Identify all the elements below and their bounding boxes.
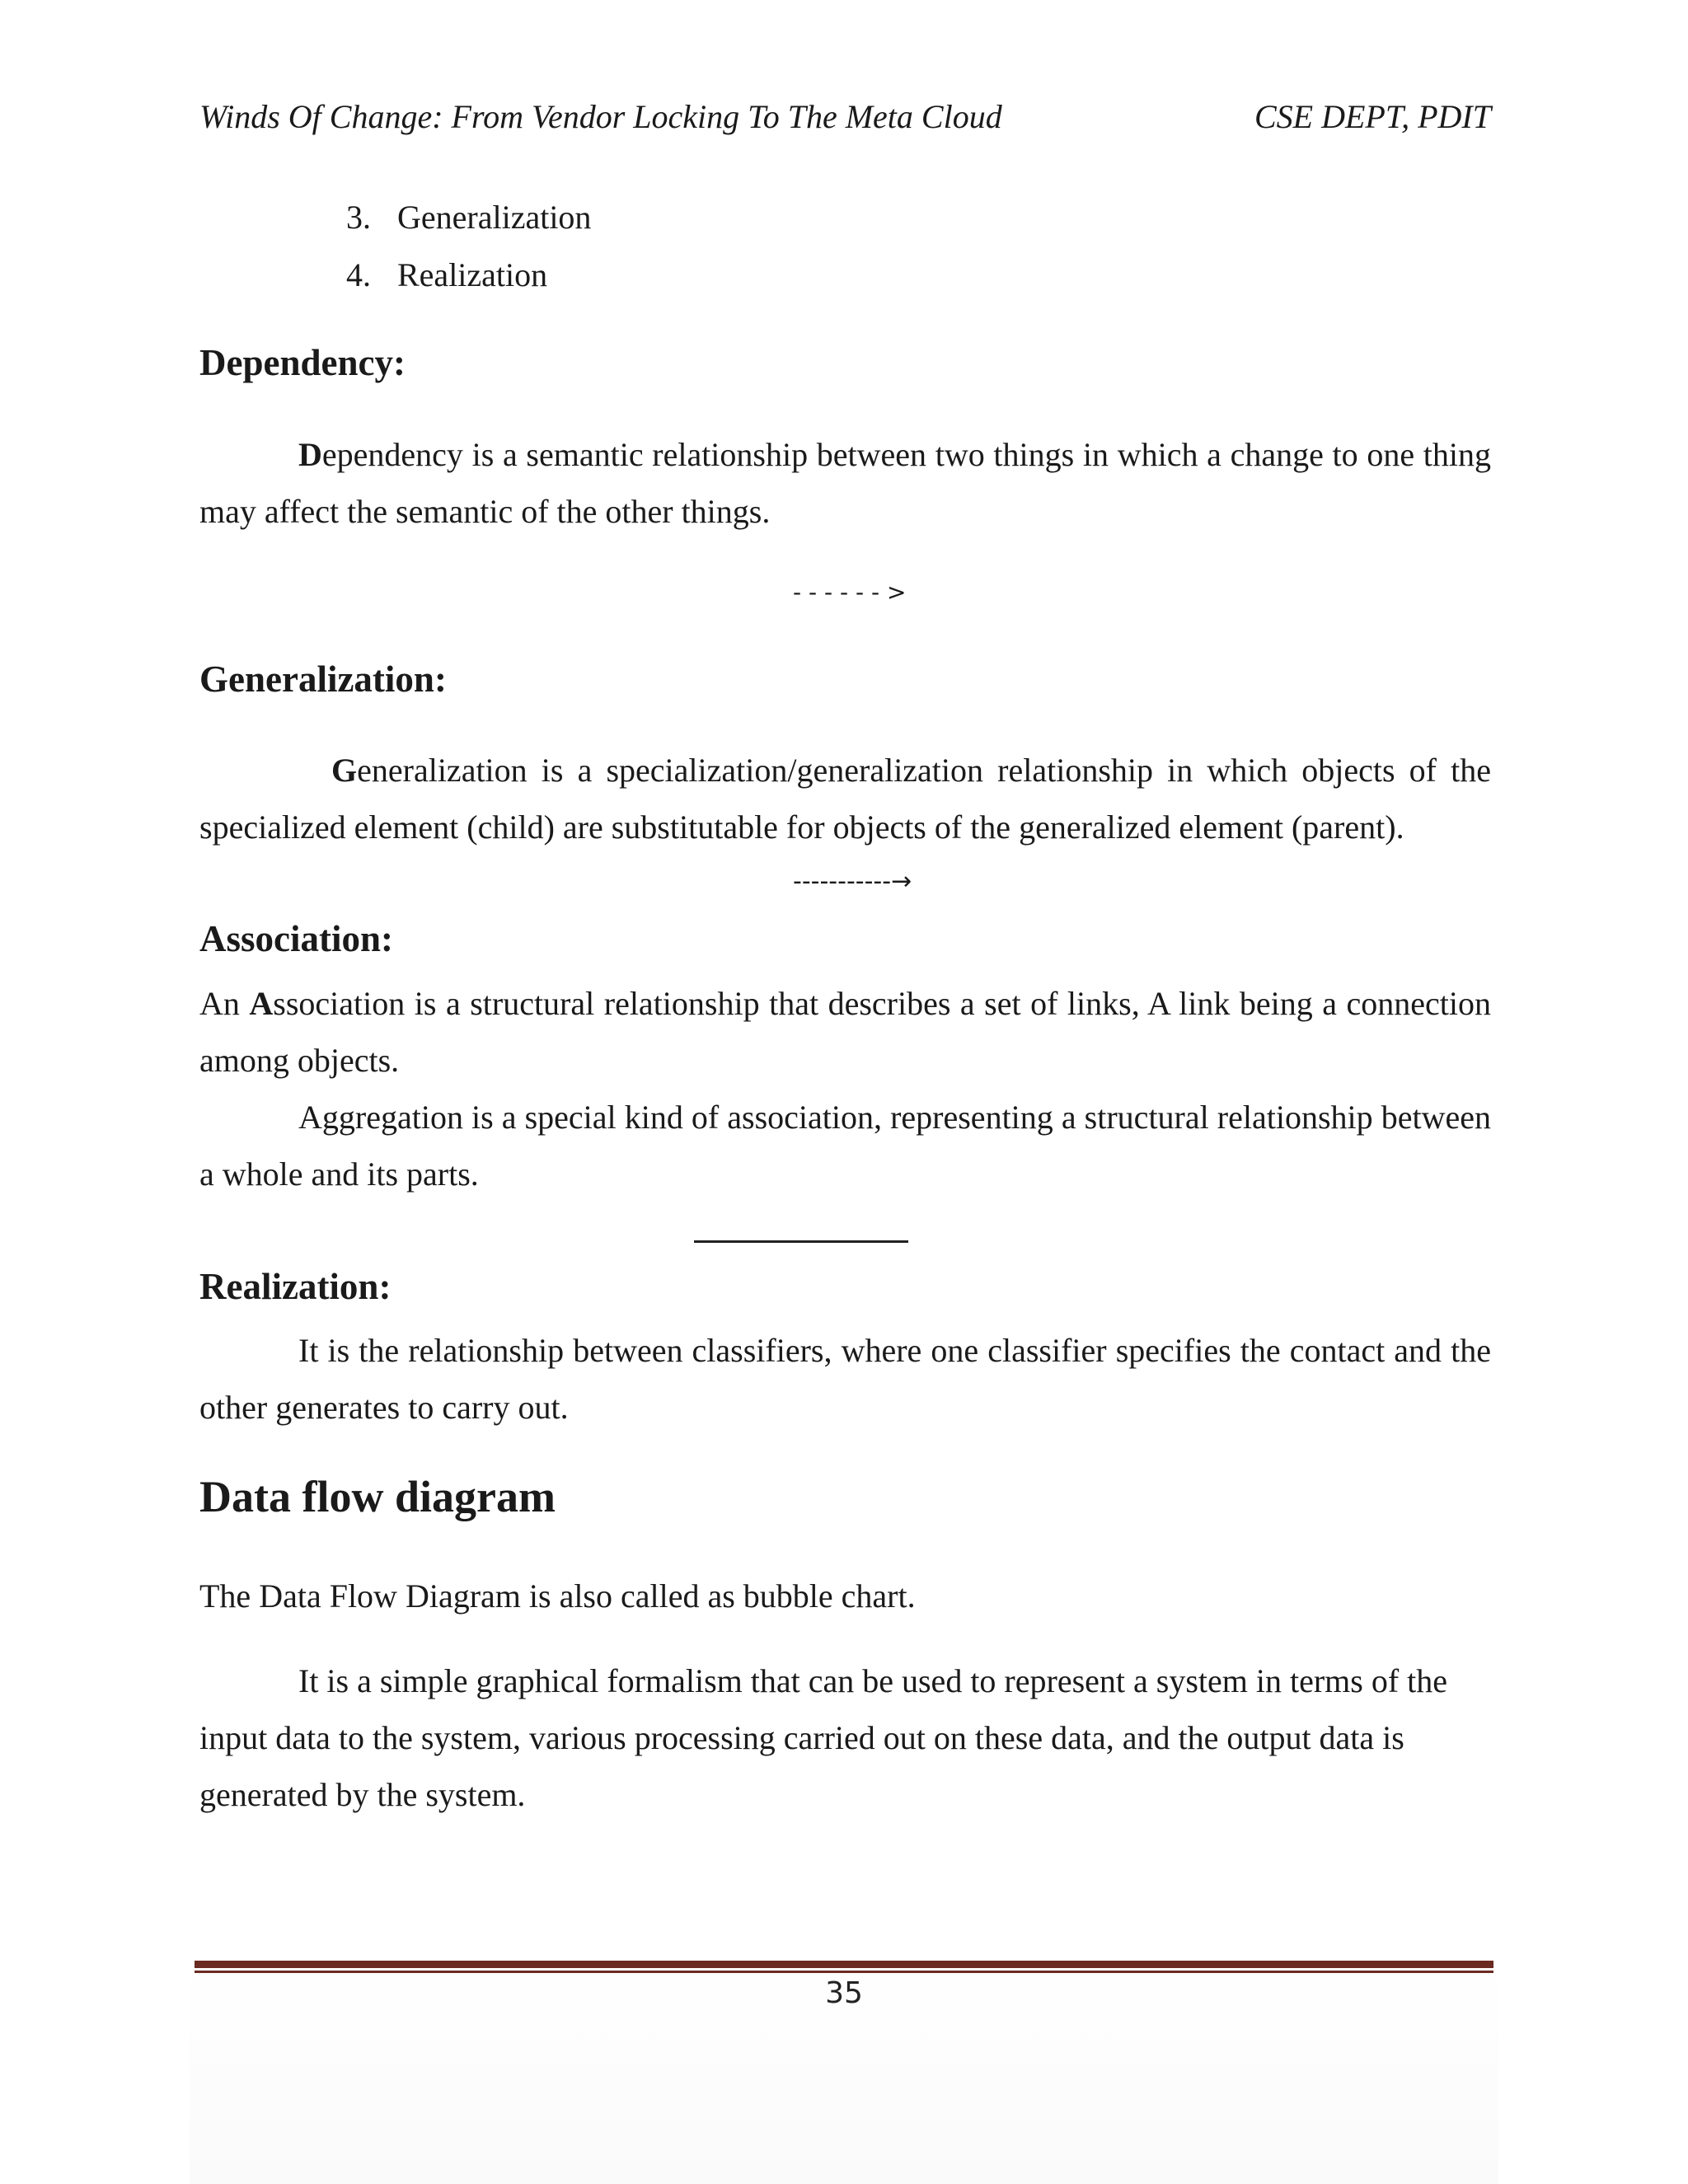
generalization-paragraph (199, 742, 1491, 855)
association-prefix: An (199, 985, 250, 1022)
dfd-body: It is a simple graphical formalism that can be used to represent a system in terms of the input data to the system, various processing carried out on these data, and the output data is generated by the system. (199, 1662, 1448, 1813)
association-line (694, 1240, 908, 1243)
generalization-initial: G (331, 752, 358, 789)
generalization-arrow: -----------→ (793, 867, 912, 896)
aggregation-paragraph: Aggregation is a special kind of association, representing a structural relationship between a whole and its parts. (199, 1099, 1491, 1193)
running-header-title: Winds Of Change: From Vendor Locking To The Meta Cloud (199, 98, 1002, 135)
list-item-number: 3. (346, 199, 371, 236)
generalization-heading: Generalization: (199, 658, 447, 700)
footer-rule-thin (195, 1971, 1493, 1973)
association-paragraph (199, 975, 1491, 1089)
realization-paragraph: It is the relationship between classifiers, where one classifier specifies the contact and the other generates to carry out. (199, 1332, 1491, 1426)
realization-heading: Realization: (199, 1266, 392, 1307)
generalization-text: eneralization is a specialization/generalization relationship in which objects of the specialized element (child) are substitutable for objects of the generalized element (parent). (199, 752, 1491, 846)
dfd-heading: Data flow diagram (199, 1472, 556, 1521)
dependency-paragraph (199, 426, 1491, 540)
dependency-text: ependency is a semantic relationship between two things in which a change to one thing may affect the semantic of the other things. (199, 436, 1491, 530)
dependency-initial: D (298, 436, 322, 473)
page-number: 35 (825, 1976, 863, 2010)
list-item-number: 4. (346, 256, 371, 293)
association-text: ssociation is a structural relationship that describes a set of links, A link being a connection among objects. (199, 985, 1492, 1079)
list-item (346, 198, 591, 237)
list-item-label: Generalization (397, 199, 592, 236)
association-initial: A (249, 985, 274, 1022)
list-item-label: Realization (397, 256, 548, 293)
dfd-intro: The Data Flow Diagram is also called as bubble chart. (199, 1577, 916, 1615)
dependency-heading: Dependency: (199, 342, 406, 383)
association-heading: Association: (199, 918, 393, 959)
running-header-dept: CSE DEPT, PDIT (1254, 98, 1491, 135)
list-item (346, 255, 547, 294)
dependency-arrow: - - - - - - > (793, 579, 907, 606)
footer-rule (195, 1961, 1493, 1968)
